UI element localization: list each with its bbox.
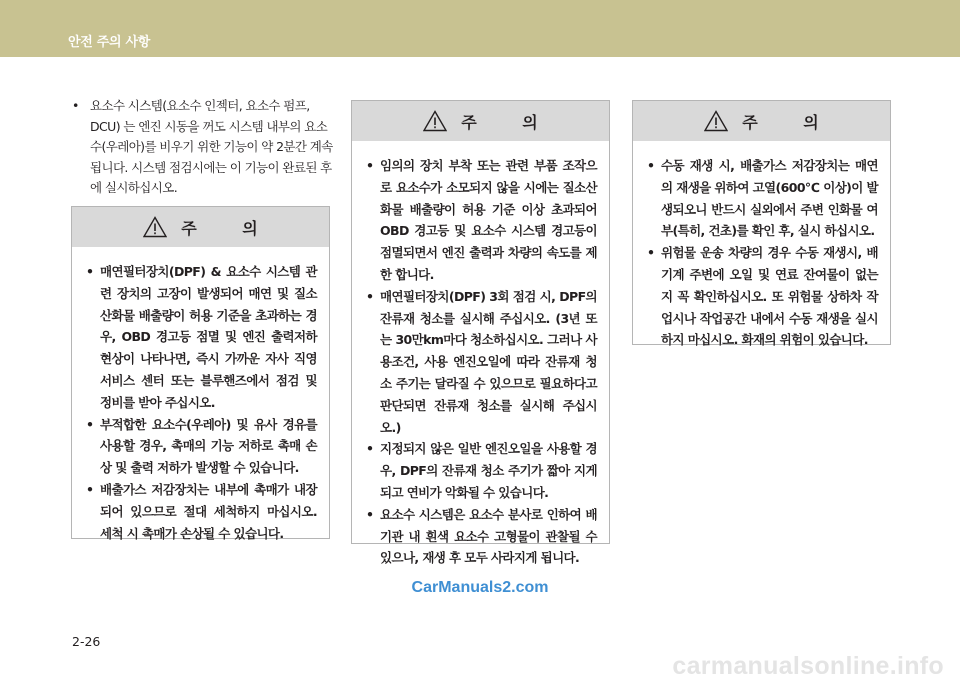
caution-item-text: 임의의 장치 부착 또는 관련 부품 조작으로 요소수가 소모되지 않을 시에는 질소산화물 배출량이 허용 기준 이상 초과되어 OBD 경고등 및 요소수 시스템 경고등이 점멸되면서 엔진 출력과 차량의 속도를 제한 합니다. bbox=[380, 158, 597, 282]
caution-body bbox=[352, 141, 609, 569]
caution-title: 주 의 bbox=[461, 112, 558, 132]
bullet: • bbox=[647, 245, 655, 261]
caution-item-text: 위험물 운송 차량의 경우 수동 재생시, 배기계 주변에 오일 및 연료 잔여물이 없는지 꼭 확인하십시오. 또 위험물 상하차 작업시나 작업공간 내에서 수동 재생을 실시하지 마십시오. 화재의 위험이 있습니다. bbox=[661, 245, 878, 348]
caution-header bbox=[72, 207, 329, 247]
caution-item bbox=[366, 438, 597, 503]
caution-item-text: 수동 재생 시, 배출가스 저감장치는 매연의 재생을 위하여 고열(600℃ 이상)이 발생되오니 반드시 실외에서 주변 인화물 여부(특히, 건초)를 확인 후, 실시 하십시오. bbox=[661, 158, 878, 239]
caution-box-1 bbox=[71, 206, 330, 539]
page-header bbox=[0, 0, 960, 57]
page-number: 2-26 bbox=[72, 634, 101, 649]
caution-item bbox=[86, 414, 317, 479]
footer-watermark: carmanualsonline.info bbox=[672, 652, 944, 680]
caution-item-text: 부적합한 요소수(우레아) 및 유사 경유를 사용할 경우, 촉매의 기능 저하로 촉매 손상 및 출력 저하가 발생할 수 있습니다. bbox=[100, 416, 317, 476]
caution-header bbox=[633, 101, 890, 141]
caution-box-3 bbox=[632, 100, 891, 348]
section-title: 안전 주의 사항 bbox=[68, 35, 150, 50]
bullet: • bbox=[366, 158, 374, 173]
caution-item-text: 배출가스 저감장치는 내부에 촉매가 내장되어 있으므로 절대 세척하지 마십시오. 세척 시 촉매가 손상될 수 있습니다. bbox=[100, 481, 317, 541]
bullet: • bbox=[647, 158, 655, 173]
caution-item bbox=[647, 155, 878, 242]
caution-header bbox=[352, 101, 609, 141]
caution-body bbox=[633, 141, 890, 351]
intro-paragraph bbox=[72, 96, 338, 199]
caution-item-text: 매연필터장치(DPF) 3회 점검 시, DPF의 잔류재 청소를 실시해 주십시오. (3년 또는 30만km마다 청소하십시오. 그러나 사용조건, 사용 엔진오일에 따라 잔류재 청소 주기는 달라질 수 있으므로 필요하다고 판단되면 잔류재 청소를 실시해 주십시오.) bbox=[380, 288, 597, 435]
caution-box-2 bbox=[351, 100, 610, 566]
caution-item bbox=[86, 479, 317, 544]
caution-title: 주 의 bbox=[742, 112, 839, 132]
header-divider bbox=[0, 57, 960, 60]
caution-item-text: 요소수 시스템은 요소수 분사로 인하여 배기관 내 흰색 요소수 고형물이 관찰될 수 있으나, 재생 후 모두 사라지게 됩니다. bbox=[380, 506, 597, 566]
bullet: • bbox=[72, 98, 79, 113]
caution-item bbox=[366, 155, 597, 286]
caution-body bbox=[72, 247, 329, 544]
warning-triangle-icon bbox=[423, 110, 447, 132]
bullet: • bbox=[366, 288, 374, 304]
caution-item bbox=[366, 504, 597, 569]
bullet: • bbox=[86, 481, 94, 497]
watermark-link[interactable]: CarManuals2.com bbox=[411, 579, 549, 596]
caution-item-text: 매연필터장치(DPF) & 요소수 시스템 관련 장치의 고장이 발생되어 매연 및 질소산화물 배출량이 허용 기준을 초과하는 경우, OBD 경고등 점멸 및 엔진 출력저하 현상이 나타나면, 즉시 가까운 자사 직영 서비스 센터 또는 블루핸즈에서 점검 및 정비를 받아 주십시오. bbox=[100, 264, 317, 410]
bullet: • bbox=[86, 264, 94, 279]
caution-item-text: 지정되지 않은 일반 엔진오일을 사용할 경우, DPF의 잔류재 청소 주기가 짧아 지게 되고 연비가 악화될 수 있습니다. bbox=[380, 441, 597, 500]
caution-title: 주 의 bbox=[181, 218, 278, 238]
bullet: • bbox=[86, 416, 94, 432]
warning-triangle-icon bbox=[704, 110, 728, 132]
caution-item bbox=[647, 242, 878, 351]
bullet: • bbox=[366, 441, 374, 457]
caution-item bbox=[366, 286, 597, 439]
intro-text: 요소수 시스템(요소수 인젝터, 요소수 펌프, DCU) 는 엔진 시동을 꺼도 시스템 내부의 요소수(우레아)를 비우기 위한 기능이 약 2분간 계속됩니다. 시스템 점검시에는 이 기능이 완료된 후에 실시하십시오. bbox=[90, 98, 333, 195]
caution-item bbox=[86, 261, 317, 414]
warning-triangle-icon bbox=[143, 216, 167, 238]
bullet: • bbox=[366, 506, 374, 522]
